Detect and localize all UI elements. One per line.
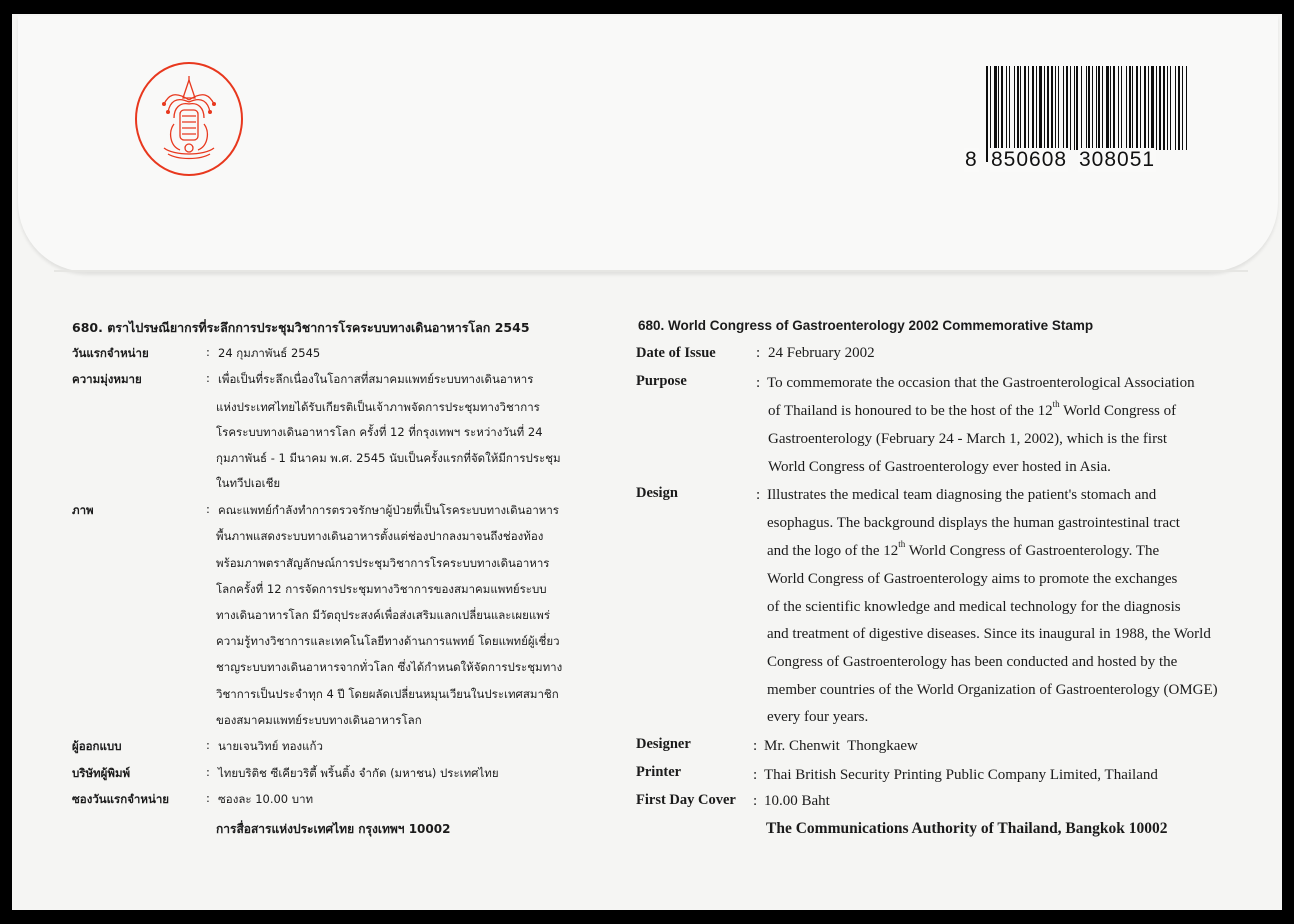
thai-design-line: ของสมาคมแพทย์ระบบทางเดินอาหารโลก bbox=[216, 713, 422, 727]
thai-printer-value: ไทยบริติช ซีเคียวริตี้ พริ้นติ้ง จำกัด (มหาชน) ประเทศไทย bbox=[218, 766, 499, 780]
english-footer: The Communications Authority of Thailand, Bangkok 10002 bbox=[766, 820, 1168, 837]
barcode-bar bbox=[1058, 66, 1059, 150]
barcode-bar bbox=[1121, 66, 1122, 150]
thai-designer-value: นายเจนวิทย์ ทองแก้ว bbox=[218, 739, 323, 753]
english-design-line-part: and the logo of the 12 bbox=[767, 543, 899, 559]
thai-design-line: พื้นภาพแสดงระบบทางเดินอาหารตั้งแต่ช่องปากลงมาจนถึงช่องท้อง bbox=[216, 529, 544, 543]
barcode-bar bbox=[1014, 66, 1015, 150]
barcode-bar bbox=[1140, 66, 1141, 150]
barcode-bar bbox=[1036, 66, 1037, 150]
english-purpose-line bbox=[768, 399, 1177, 420]
barcode-bar bbox=[994, 66, 997, 150]
barcode-bar bbox=[1110, 66, 1111, 150]
english-design-label: Design bbox=[636, 485, 678, 501]
barcode-bar bbox=[1001, 66, 1003, 150]
english-design-line: Illustrates the medical team diagnosing the patient's stomach and bbox=[767, 487, 1157, 503]
barcode-bar bbox=[1066, 66, 1068, 150]
english-purpose-line: World Congress of Gastroenterology ever hosted in Asia. bbox=[768, 459, 1111, 475]
barcode-bar bbox=[998, 66, 999, 150]
english-design-line: esophagus. The background displays the human gastrointestinal tract bbox=[767, 515, 1180, 531]
english-printer-label: Printer bbox=[636, 764, 682, 780]
thai-design-colon: : bbox=[206, 502, 210, 516]
barcode-bar bbox=[1009, 66, 1010, 150]
english-purpose-label: Purpose bbox=[636, 373, 687, 389]
barcode-bar bbox=[1136, 66, 1138, 150]
barcode-bar bbox=[1044, 66, 1045, 150]
thai-issue-colon: : bbox=[206, 345, 210, 359]
english-design-line: of the scientific knowledge and medical technology for the diagnosis bbox=[767, 599, 1181, 615]
barcode-bar bbox=[1163, 66, 1165, 150]
barcode-bar bbox=[1118, 66, 1119, 150]
barcode-bar bbox=[1006, 66, 1007, 150]
barcode-bar bbox=[1028, 66, 1029, 150]
thai-title: 680. ตราไปรษณียากรที่ระลึกการประชุมวิชาการโรคระบบทางเดินอาหารโลก 2545 bbox=[72, 320, 530, 335]
barcode-bar bbox=[1024, 66, 1026, 150]
barcode-bar bbox=[1132, 66, 1133, 150]
english-design-line: Congress of Gastroenterology has been conducted and hosted by the bbox=[767, 654, 1178, 670]
thai-purpose-line: แห่งประเทศไทยได้รับเกียรติเป็นเจ้าภาพจัดการประชุมทางวิชาการ bbox=[216, 400, 540, 414]
english-designer-value: Mr. Chenwit Thongkaew bbox=[764, 738, 918, 754]
barcode-bar bbox=[1074, 66, 1075, 150]
barcode-digit-lead: 8 bbox=[965, 148, 978, 171]
barcode-bar bbox=[1063, 66, 1064, 150]
thai-printer-colon: : bbox=[206, 765, 210, 779]
english-issue-value: 24 February 2002 bbox=[768, 345, 875, 361]
thai-designer-colon: : bbox=[206, 738, 210, 752]
barcode-bar bbox=[1170, 66, 1171, 150]
thai-printer-label: บริษัทผู้พิมพ์ bbox=[72, 766, 131, 780]
thai-issue-label: วันแรกจำหน่าย bbox=[72, 346, 149, 360]
english-design-line bbox=[767, 539, 1160, 560]
barcode-bar bbox=[1076, 66, 1078, 150]
english-fdc-value: 10.00 Baht bbox=[764, 793, 830, 809]
thai-design-line: วิชาการเป็นประจำทุก 4 ปี โดยผลัดเปลี่ยนหมุนเวียนในประเทศสมาชิก bbox=[216, 687, 559, 701]
english-purpose-line: Gastroenterology (February 24 - March 1, 2002), which is the first bbox=[768, 431, 1168, 447]
thai-issue-value: 24 กุมภาพันธ์ 2545 bbox=[218, 346, 321, 360]
english-design-line: and treatment of digestive diseases. Since its inaugural in 1988, the World bbox=[767, 626, 1211, 642]
thai-design-line: พร้อมภาพตราสัญลักษณ์การประชุมวิชาการโรคระบบทางเดินอาหาร bbox=[216, 556, 550, 570]
english-design-superscript: th bbox=[898, 539, 906, 549]
thai-design-line: ทางเดินอาหารโลก มีวัตถุประสงค์เพื่อส่งเสริมแลกเปลี่ยนและเผยแพร่ bbox=[216, 608, 551, 622]
english-design-line: every four years. bbox=[767, 709, 869, 725]
barcode-digits bbox=[964, 148, 1190, 172]
thai-purpose-line: กุมภาพันธ์ - 1 มีนาคม พ.ศ. 2545 นับเป็นครั้งแรกที่จัดให้มีการประชุม bbox=[216, 451, 561, 465]
barcode-bar bbox=[1148, 66, 1149, 150]
english-fdc-label: First Day Cover bbox=[636, 792, 736, 808]
barcode-bar bbox=[1032, 66, 1034, 150]
barcode-bar bbox=[1106, 66, 1109, 150]
english-design-line: member countries of the World Organization of Gastroenterology (OMGE) bbox=[767, 682, 1218, 698]
thai-purpose-colon: : bbox=[206, 371, 210, 385]
royal-crown-emblem-icon bbox=[134, 60, 244, 178]
barcode-bar bbox=[1159, 66, 1161, 150]
english-design-line: World Congress of Gastroenterology aims to promote the exchanges bbox=[767, 571, 1178, 587]
flap-crease bbox=[54, 270, 1248, 272]
english-design-colon: : bbox=[756, 487, 761, 503]
thai-fdc-label: ซองวันแรกจำหน่าย bbox=[72, 792, 170, 806]
thai-purpose-line: ในทวีปเอเชีย bbox=[216, 476, 281, 490]
english-purpose-line: To commemorate the occasion that the Gastroenterological Association bbox=[767, 375, 1195, 391]
barcode-bar bbox=[1047, 66, 1049, 150]
thai-footer: การสื่อสารแห่งประเทศไทย กรุงเทพฯ 10002 bbox=[216, 822, 451, 836]
barcode-bar bbox=[1178, 66, 1180, 150]
thai-design-line: ชาญระบบทางเดินอาหารจากทั่วโลก ซึ่งได้กำหนดให้จัดการประชุมทาง bbox=[216, 660, 563, 674]
barcode-bar bbox=[1086, 66, 1087, 150]
english-printer-colon: : bbox=[753, 767, 758, 783]
english-purpose-line-part: World Congress of bbox=[1059, 403, 1177, 419]
english-title: 680. World Congress of Gastroenterology 2002 Commemorative Stamp bbox=[638, 318, 1094, 333]
barcode-bar bbox=[1182, 66, 1183, 150]
english-purpose-line-part: of Thailand is honoured to be the host of the 12 bbox=[768, 403, 1053, 419]
thai-fdc-colon: : bbox=[206, 791, 210, 805]
thai-purpose-line: โรคระบบทางเดินอาหารโลก ครั้งที่ 12 ที่กรุงเทพฯ ระหว่างวันที่ 24 bbox=[216, 425, 543, 439]
english-printer-value: Thai British Security Printing Public Company Limited, Thailand bbox=[764, 767, 1158, 783]
thai-designer-label: ผู้ออกแบบ bbox=[72, 739, 122, 753]
thai-purpose-label: ความมุ่งหมาย bbox=[72, 372, 142, 386]
barcode-bar bbox=[1126, 66, 1127, 150]
barcode-bar bbox=[1020, 66, 1021, 150]
barcode-bar bbox=[1144, 66, 1146, 150]
barcode-bar bbox=[1167, 66, 1168, 150]
english-designer-label: Designer bbox=[636, 736, 691, 752]
thai-purpose-line: เพื่อเป็นที่ระลึกเนื่องในโอกาสที่สมาคมแพทย์ระบบทางเดินอาหาร bbox=[218, 372, 534, 386]
english-issue-label: Date of Issue bbox=[636, 345, 716, 361]
barcode-bar bbox=[1102, 66, 1103, 150]
barcode-digits-left: 850608 bbox=[991, 148, 1068, 171]
thai-design-line: โลกครั้งที่ 12 การจัดการประชุมทางวิชาการของสมาคมแพทย์ระบบ bbox=[216, 582, 547, 596]
barcode-bar bbox=[1017, 66, 1019, 150]
barcode-bar bbox=[1039, 66, 1042, 150]
english-issue-colon: : bbox=[756, 345, 761, 361]
barcode-bar bbox=[1092, 66, 1093, 150]
english-purpose-superscript: th bbox=[1052, 399, 1060, 409]
english-fdc-colon: : bbox=[753, 793, 758, 809]
barcode-bar bbox=[1175, 66, 1176, 150]
barcode-bar bbox=[1186, 66, 1187, 150]
barcode-bar bbox=[1070, 66, 1071, 150]
english-design-line-part: World Congress of Gastroenterology. The bbox=[905, 543, 1160, 559]
barcode-digits-right: 308051 bbox=[1079, 148, 1156, 171]
barcode-bar bbox=[1051, 66, 1053, 150]
barcode-bar bbox=[1088, 66, 1090, 150]
thai-design-label: ภาพ bbox=[72, 503, 94, 517]
barcode-bar bbox=[1081, 66, 1082, 150]
thai-design-line: คณะแพทย์กำลังทำการตรวจรักษาผู้ป่วยที่เป็นโรคระบบทางเดินอาหาร bbox=[218, 503, 559, 517]
barcode-bar bbox=[1055, 66, 1056, 150]
english-designer-colon: : bbox=[753, 738, 758, 754]
thai-design-line: ความรู้ทางวิชาการและเทคโนโลยีทางด้านการแพทย์ โดยแพทย์ผู้เชี่ยว bbox=[216, 634, 560, 648]
barcode-bar bbox=[1113, 66, 1115, 150]
barcode-bar bbox=[1156, 66, 1157, 150]
barcode-bar bbox=[1129, 66, 1131, 150]
english-purpose-colon: : bbox=[756, 375, 761, 391]
thai-fdc-value: ซองละ 10.00 บาท bbox=[218, 792, 314, 806]
barcode-bar bbox=[1098, 66, 1100, 150]
barcode-bar bbox=[1151, 66, 1154, 150]
